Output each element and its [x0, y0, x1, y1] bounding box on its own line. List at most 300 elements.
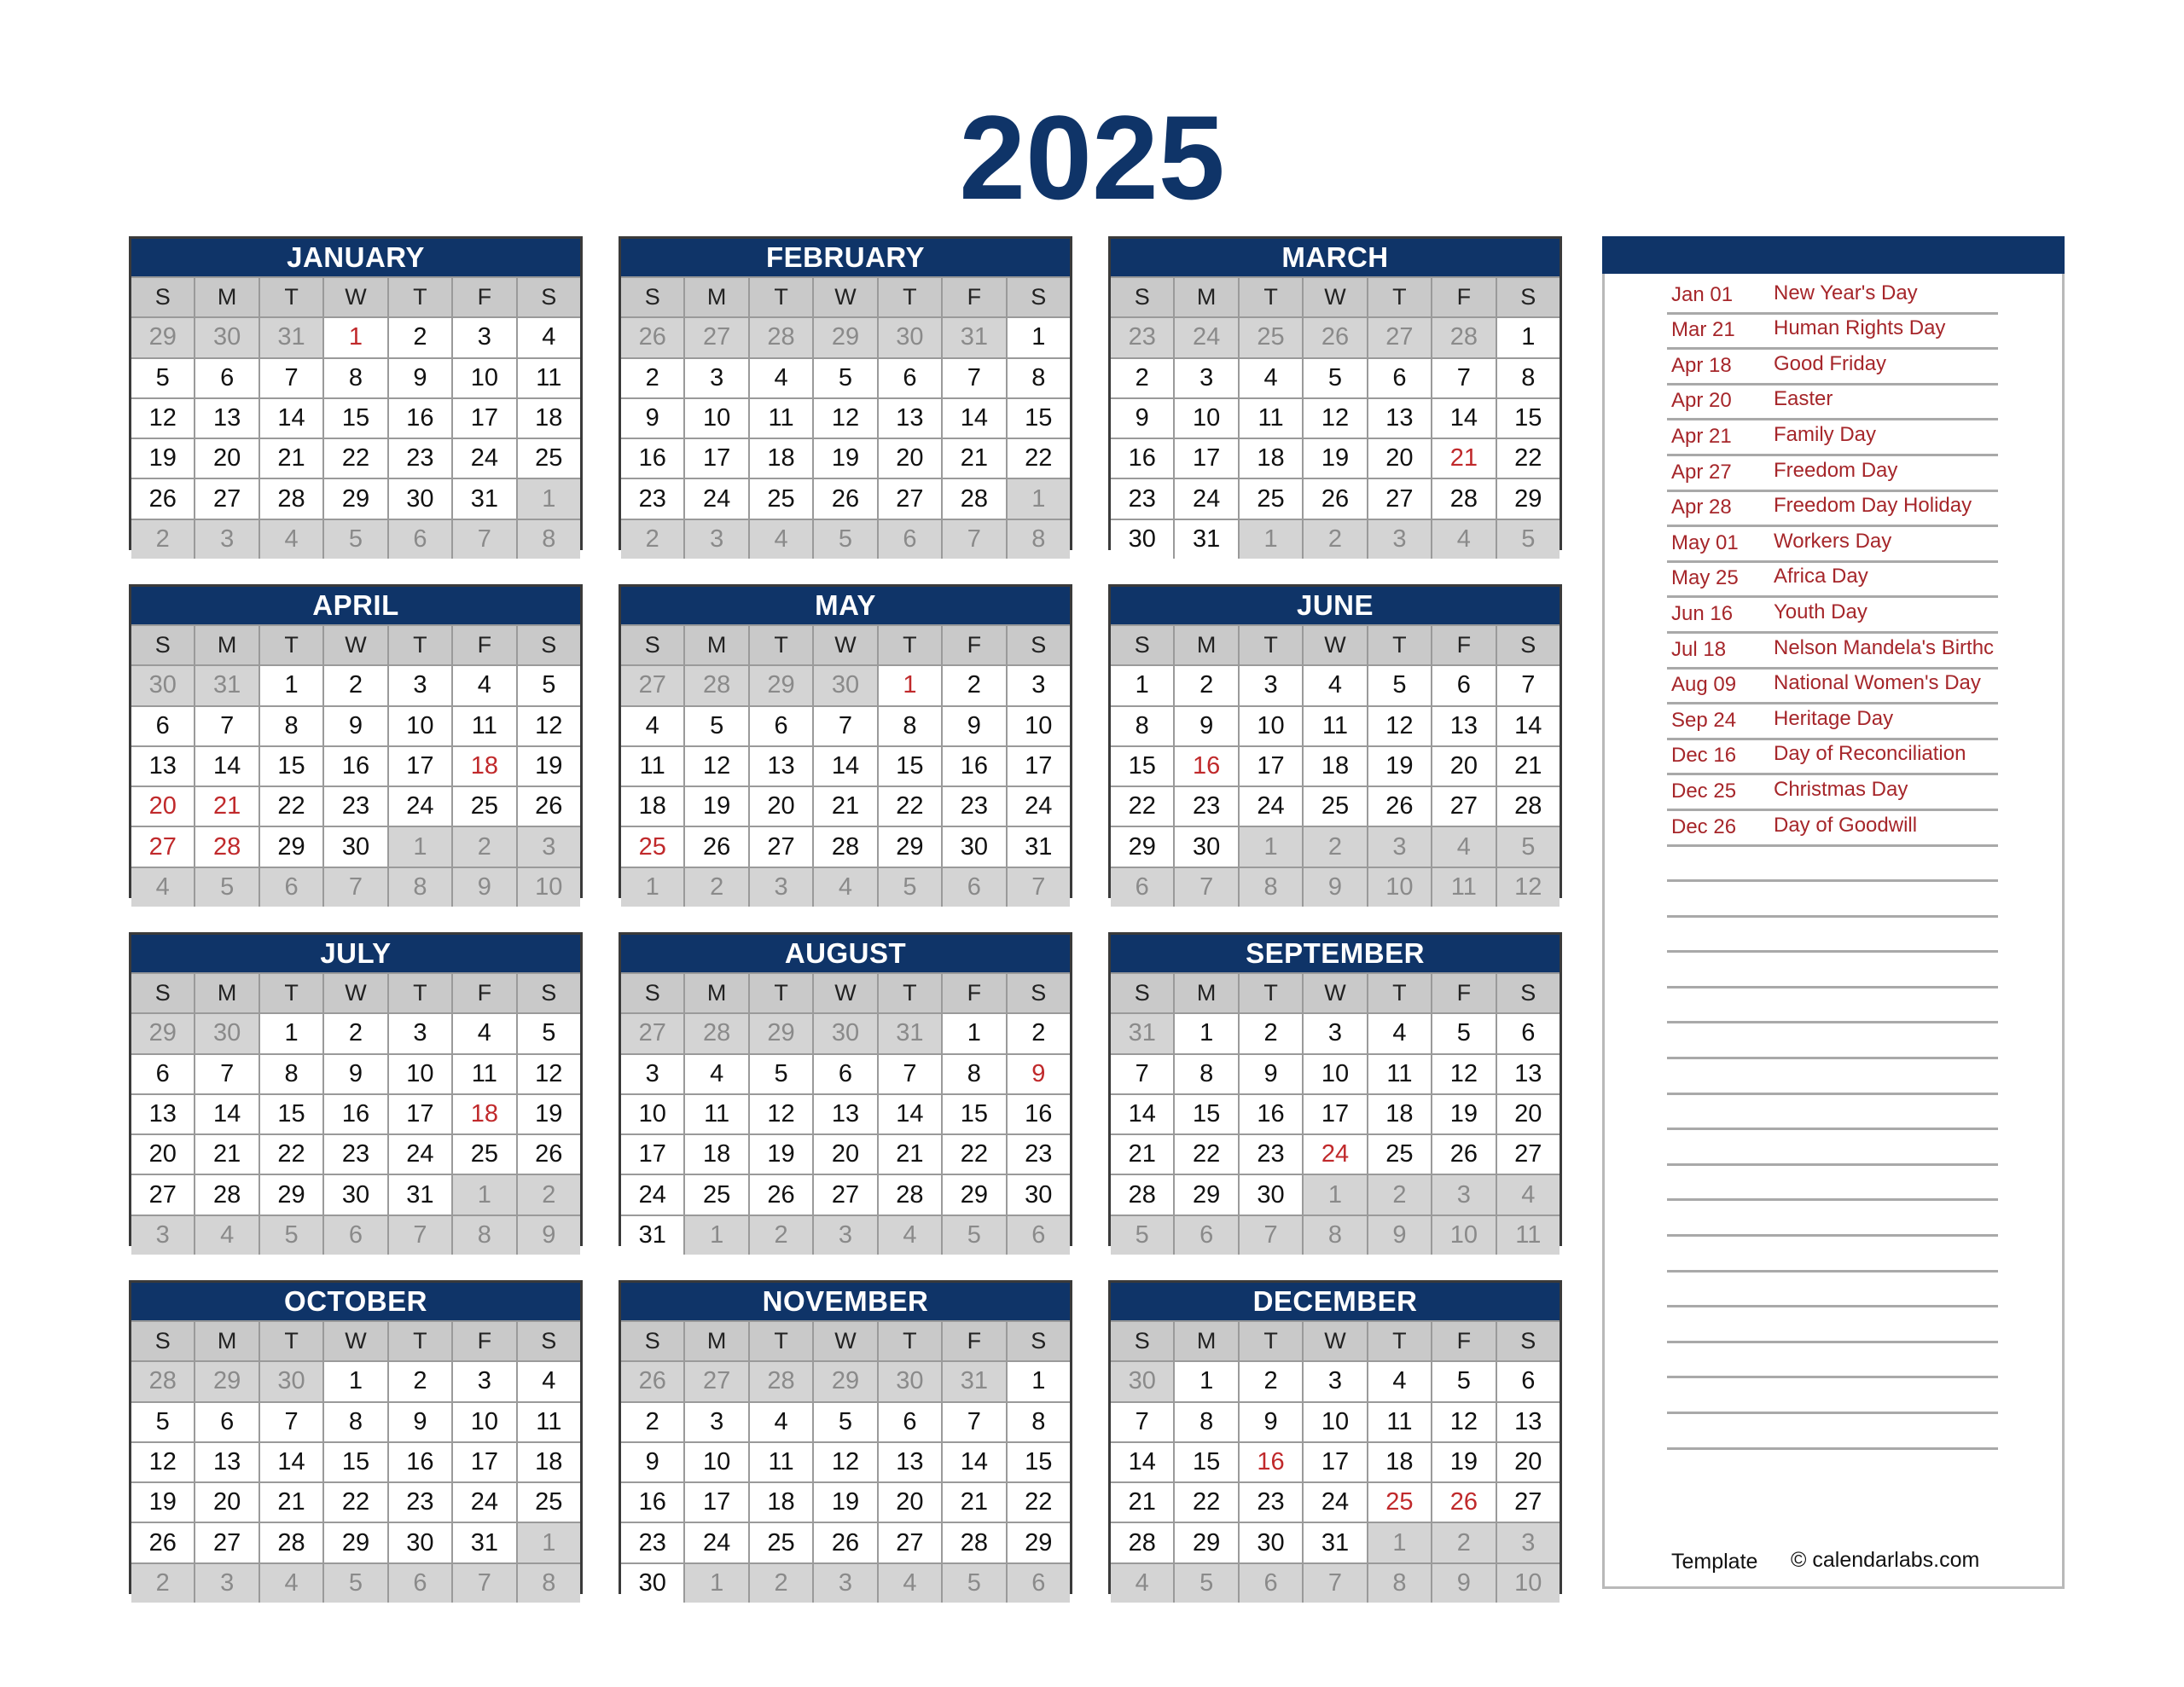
day-cell: 14	[260, 399, 322, 438]
day-cell: 2	[389, 318, 451, 357]
day-cell: 22	[1111, 787, 1173, 826]
month-july	[129, 932, 583, 1249]
adjacent-month-day: 28	[131, 1362, 194, 1400]
weekday-label: M	[1175, 626, 1237, 664]
adjacent-month-day: 6	[879, 520, 941, 559]
adjacent-month-day: 25	[1240, 318, 1302, 357]
adjacent-month-day: 9	[453, 868, 515, 907]
weekday-label: S	[621, 278, 683, 316]
adjacent-month-day: 5	[1497, 827, 1560, 866]
month-title: OCTOBER	[131, 1283, 580, 1320]
day-cell: 6	[131, 707, 194, 745]
day-cell: 19	[131, 1483, 194, 1522]
day-cell: 10	[1304, 1403, 1366, 1441]
day-cell: 16	[1240, 1095, 1302, 1133]
holiday-date: May 25	[1671, 566, 1739, 590]
day-cell: 26	[814, 1523, 876, 1562]
calendar-year-title: 2025	[959, 90, 1225, 224]
day-cell: 5	[814, 359, 876, 397]
day-cell: 29	[324, 1523, 386, 1562]
weekday-label: S	[1111, 626, 1173, 664]
day-cell: 17	[685, 439, 747, 478]
adjacent-month-day: 7	[389, 1216, 451, 1255]
weekday-label: W	[1304, 974, 1366, 1012]
adjacent-month-day: 3	[131, 1216, 194, 1255]
day-cell: 4	[1368, 1362, 1431, 1400]
day-cell: 19	[518, 747, 580, 786]
day-cell: 5	[1432, 1362, 1495, 1400]
day-cell: 29	[879, 827, 941, 866]
adjacent-month-day: 7	[1240, 1216, 1302, 1255]
day-cell: 19	[814, 1483, 876, 1522]
day-cell: 28	[879, 1175, 941, 1214]
weekday-label: M	[685, 278, 747, 316]
day-cell: 25	[1368, 1135, 1431, 1174]
weekday-label: M	[195, 1322, 258, 1360]
day-cell: 22	[879, 787, 941, 826]
day-cell: 13	[879, 1443, 941, 1481]
day-cell: 31	[1304, 1523, 1366, 1562]
day-cell: 28	[943, 479, 1005, 518]
weekday-label: F	[943, 1322, 1005, 1360]
weekday-label: W	[1304, 1322, 1366, 1360]
day-cell: 24	[453, 439, 515, 478]
adjacent-month-day: 30	[879, 1362, 941, 1400]
adjacent-month-day: 23	[1111, 318, 1173, 357]
weekday-label: S	[131, 278, 194, 316]
holiday-row	[1667, 1378, 1998, 1414]
day-cell: 23	[1240, 1135, 1302, 1174]
weekday-label: T	[750, 1322, 812, 1360]
day-cell: 30	[621, 1564, 683, 1603]
adjacent-month-day: 31	[943, 318, 1005, 357]
adjacent-month-day: 1	[685, 1564, 747, 1603]
day-cell: 21	[1111, 1135, 1173, 1174]
holiday-row	[1667, 882, 1998, 918]
adjacent-month-day: 5	[1497, 520, 1560, 559]
day-cell: 31	[389, 1175, 451, 1214]
day-cell: 10	[389, 1055, 451, 1093]
month-grid	[621, 624, 1070, 907]
holiday-name: Day of Reconciliation	[1774, 742, 1966, 766]
day-cell: 1	[260, 1014, 322, 1052]
day-cell: 24	[1240, 787, 1302, 826]
day-cell: 2	[324, 1014, 386, 1052]
day-cell: 11	[621, 747, 683, 786]
day-cell: 8	[1497, 359, 1560, 397]
weekday-label: W	[814, 1322, 876, 1360]
month-title: AUGUST	[621, 935, 1070, 972]
day-cell: 19	[750, 1135, 812, 1174]
weekday-label: W	[814, 278, 876, 316]
weekday-label: T	[260, 1322, 322, 1360]
day-cell: 21	[814, 787, 876, 826]
adjacent-month-day: 8	[389, 868, 451, 907]
day-cell: 18	[621, 787, 683, 826]
adjacent-month-day: 29	[750, 1014, 812, 1052]
day-cell: 29	[260, 1175, 322, 1214]
day-cell: 9	[621, 399, 683, 438]
weekday-label: M	[685, 626, 747, 664]
day-cell: 8	[324, 359, 386, 397]
day-cell: 9	[389, 1403, 451, 1441]
holiday-row	[1667, 386, 1998, 421]
day-cell: 20	[1368, 439, 1431, 478]
adjacent-month-day: 1	[389, 827, 451, 866]
day-cell: 12	[814, 399, 876, 438]
adjacent-month-day: 8	[1304, 1216, 1366, 1255]
day-cell: 29	[324, 479, 386, 518]
day-cell: 16	[324, 1095, 386, 1133]
adjacent-month-day: 5	[324, 520, 386, 559]
holiday-date: Sep 24	[1671, 708, 1737, 732]
day-cell: 20	[1432, 747, 1495, 786]
weekday-label: F	[1432, 278, 1495, 316]
adjacent-month-day: 4	[1432, 520, 1495, 559]
day-cell: 10	[1008, 707, 1070, 745]
day-cell: 9	[943, 707, 1005, 745]
day-cell: 18	[518, 399, 580, 438]
adjacent-month-day: 26	[1304, 318, 1366, 357]
month-grid	[131, 276, 580, 559]
weekday-label: M	[685, 974, 747, 1012]
day-cell: 27	[195, 479, 258, 518]
day-cell: 17	[1175, 439, 1237, 478]
holiday-name: Good Friday	[1774, 351, 1887, 375]
adjacent-month-day: 29	[814, 318, 876, 357]
day-cell: 2	[621, 1403, 683, 1441]
day-cell: 7	[814, 707, 876, 745]
holiday-row	[1667, 315, 1998, 351]
day-cell: 26	[1304, 479, 1366, 518]
weekday-label: M	[195, 626, 258, 664]
adjacent-month-day: 4	[260, 1564, 322, 1603]
day-cell: 27	[1432, 787, 1495, 826]
adjacent-month-day: 3	[685, 520, 747, 559]
day-cell: 19	[1368, 747, 1431, 786]
adjacent-month-day: 2	[518, 1175, 580, 1214]
day-cell: 31	[1008, 827, 1070, 866]
day-cell: 21	[943, 439, 1005, 478]
day-cell: 27	[131, 1175, 194, 1214]
month-march	[1108, 236, 1562, 553]
weekday-label: S	[1497, 974, 1560, 1012]
footer-copyright: © calendarlabs.com	[1791, 1548, 1980, 1572]
day-cell: 25	[750, 1523, 812, 1562]
day-cell: 10	[1175, 399, 1237, 438]
adjacent-month-day: 8	[518, 520, 580, 559]
day-cell: 12	[131, 1443, 194, 1481]
holiday-row	[1667, 279, 1998, 315]
day-cell: 8	[324, 1403, 386, 1441]
month-title: DECEMBER	[1111, 1283, 1560, 1320]
day-cell: 2	[1240, 1362, 1302, 1400]
day-cell: 18	[1368, 1443, 1431, 1481]
weekday-label: M	[195, 974, 258, 1012]
day-cell: 3	[389, 666, 451, 704]
day-cell: 28	[1432, 479, 1495, 518]
day-cell: 6	[879, 1403, 941, 1441]
adjacent-month-day: 6	[324, 1216, 386, 1255]
day-cell: 26	[1368, 787, 1431, 826]
day-cell: 27	[1497, 1483, 1560, 1522]
day-cell: 30	[1175, 827, 1237, 866]
day-cell: 1	[324, 1362, 386, 1400]
adjacent-month-day: 30	[1111, 1362, 1173, 1400]
weekday-label: W	[324, 974, 386, 1012]
day-cell: 12	[518, 1055, 580, 1093]
holiday-name: Africa Day	[1774, 565, 1868, 588]
day-cell: 30	[1240, 1175, 1302, 1214]
weekday-label: T	[879, 974, 941, 1012]
day-cell: 28	[814, 827, 876, 866]
month-august	[619, 932, 1072, 1249]
day-cell: 31	[453, 1523, 515, 1562]
day-cell: 12	[518, 707, 580, 745]
adjacent-month-day: 4	[1432, 827, 1495, 866]
weekday-label: S	[1008, 1322, 1070, 1360]
day-cell: 6	[879, 359, 941, 397]
day-cell: 11	[685, 1095, 747, 1133]
weekday-label: F	[1432, 1322, 1495, 1360]
day-cell: 2	[621, 359, 683, 397]
adjacent-month-day: 3	[814, 1216, 876, 1255]
month-grid	[131, 624, 580, 907]
holiday-name: New Year's Day	[1774, 281, 1918, 304]
adjacent-month-day: 6	[1175, 1216, 1237, 1255]
weekday-label: T	[260, 974, 322, 1012]
weekday-label: W	[1304, 626, 1366, 664]
adjacent-month-day: 6	[1008, 1564, 1070, 1603]
day-cell: 4	[1368, 1014, 1431, 1052]
holiday-row	[1667, 1095, 1998, 1131]
day-cell: 10	[389, 707, 451, 745]
day-cell: 24	[389, 787, 451, 826]
adjacent-month-day: 9	[1304, 868, 1366, 907]
adjacent-month-day: 8	[518, 1564, 580, 1603]
holiday-day-cell: 16	[1240, 1443, 1302, 1481]
day-cell: 27	[879, 1523, 941, 1562]
adjacent-month-day: 2	[131, 520, 194, 559]
adjacent-month-day: 2	[131, 1564, 194, 1603]
holiday-day-cell: 1	[879, 666, 941, 704]
month-grid	[1111, 1320, 1560, 1603]
adjacent-month-day: 30	[814, 1014, 876, 1052]
day-cell: 22	[324, 1483, 386, 1522]
day-cell: 15	[324, 399, 386, 438]
month-january	[129, 236, 583, 553]
day-cell: 17	[453, 1443, 515, 1481]
day-cell: 5	[131, 359, 194, 397]
day-cell: 15	[1008, 399, 1070, 438]
adjacent-month-day: 2	[750, 1564, 812, 1603]
month-december	[1108, 1280, 1562, 1597]
day-cell: 21	[260, 439, 322, 478]
holiday-row	[1667, 1130, 1998, 1166]
day-cell: 15	[1175, 1095, 1237, 1133]
day-cell: 23	[621, 1523, 683, 1562]
day-cell: 3	[685, 359, 747, 397]
day-cell: 30	[1240, 1523, 1302, 1562]
day-cell: 11	[750, 1443, 812, 1481]
adjacent-month-day: 5	[814, 520, 876, 559]
holiday-day-cell: 18	[453, 1095, 515, 1133]
month-september	[1108, 932, 1562, 1249]
weekday-label: S	[621, 1322, 683, 1360]
day-cell: 10	[1240, 707, 1302, 745]
day-cell: 25	[750, 479, 812, 518]
day-cell: 13	[750, 747, 812, 786]
day-cell: 22	[1497, 439, 1560, 478]
day-cell: 31	[1175, 520, 1237, 559]
day-cell: 14	[943, 399, 1005, 438]
weekday-label: M	[1175, 1322, 1237, 1360]
month-april	[129, 584, 583, 901]
holiday-name: Day of Goodwill	[1774, 813, 1918, 837]
weekday-label: F	[453, 1322, 515, 1360]
day-cell: 28	[1111, 1175, 1173, 1214]
weekday-label: S	[131, 626, 194, 664]
day-cell: 15	[260, 747, 322, 786]
weekday-label: T	[750, 974, 812, 1012]
adjacent-month-day: 1	[1368, 1523, 1431, 1562]
day-cell: 19	[131, 439, 194, 478]
holiday-name: Youth Day	[1774, 600, 1867, 623]
holiday-name: Family Day	[1774, 422, 1877, 446]
adjacent-month-day: 4	[1111, 1564, 1173, 1603]
adjacent-month-day: 5	[260, 1216, 322, 1255]
day-cell: 11	[453, 1055, 515, 1093]
adjacent-month-day: 9	[1432, 1564, 1495, 1603]
month-title: SEPTEMBER	[1111, 935, 1560, 972]
adjacent-month-day: 28	[750, 318, 812, 357]
month-grid	[131, 1320, 580, 1603]
weekday-label: S	[518, 278, 580, 316]
day-cell: 26	[518, 1135, 580, 1174]
holiday-date: Apr 20	[1671, 389, 1732, 413]
adjacent-month-day: 29	[131, 318, 194, 357]
adjacent-month-day: 8	[453, 1216, 515, 1255]
holiday-day-cell: 9	[1008, 1055, 1070, 1093]
day-cell: 4	[518, 318, 580, 357]
day-cell: 12	[685, 747, 747, 786]
day-cell: 28	[1497, 787, 1560, 826]
adjacent-month-day: 7	[453, 1564, 515, 1603]
adjacent-month-day: 1	[453, 1175, 515, 1214]
adjacent-month-day: 24	[1175, 318, 1237, 357]
adjacent-month-day: 5	[195, 868, 258, 907]
holiday-day-cell: 24	[1304, 1135, 1366, 1174]
adjacent-month-day: 5	[943, 1216, 1005, 1255]
day-cell: 22	[1008, 439, 1070, 478]
day-cell: 8	[1008, 359, 1070, 397]
day-cell: 24	[621, 1175, 683, 1214]
day-cell: 13	[1368, 399, 1431, 438]
adjacent-month-day: 1	[518, 1523, 580, 1562]
month-grid	[1111, 972, 1560, 1255]
day-cell: 4	[453, 666, 515, 704]
day-cell: 20	[195, 439, 258, 478]
day-cell: 11	[1240, 399, 1302, 438]
day-cell: 18	[1304, 747, 1366, 786]
adjacent-month-day: 3	[1368, 827, 1431, 866]
day-cell: 23	[389, 1483, 451, 1522]
holiday-day-cell: 25	[1368, 1483, 1431, 1522]
day-cell: 14	[879, 1095, 941, 1133]
day-cell: 13	[1432, 707, 1495, 745]
day-cell: 10	[453, 1403, 515, 1441]
day-cell: 12	[1368, 707, 1431, 745]
holiday-row	[1667, 527, 1998, 563]
day-cell: 4	[621, 707, 683, 745]
day-cell: 5	[1368, 666, 1431, 704]
day-cell: 29	[1111, 827, 1173, 866]
adjacent-month-day: 12	[1497, 868, 1560, 907]
day-cell: 25	[518, 439, 580, 478]
day-cell: 25	[685, 1175, 747, 1214]
adjacent-month-day: 1	[1304, 1175, 1366, 1214]
day-cell: 12	[1432, 1403, 1495, 1441]
day-cell: 6	[195, 359, 258, 397]
day-cell: 24	[1304, 1483, 1366, 1522]
adjacent-month-day: 27	[1368, 318, 1431, 357]
weekday-label: T	[389, 626, 451, 664]
day-cell: 12	[750, 1095, 812, 1133]
weekday-label: S	[1008, 626, 1070, 664]
adjacent-month-day: 4	[195, 1216, 258, 1255]
day-cell: 10	[685, 1443, 747, 1481]
day-cell: 2	[389, 1362, 451, 1400]
day-cell: 15	[1111, 747, 1173, 786]
weekday-label: T	[1240, 974, 1302, 1012]
weekday-label: W	[1304, 278, 1366, 316]
day-cell: 17	[389, 1095, 451, 1133]
holiday-date: Mar 21	[1671, 318, 1735, 342]
month-grid	[1111, 624, 1560, 907]
day-cell: 5	[1432, 1014, 1495, 1052]
weekday-label: S	[518, 1322, 580, 1360]
holiday-row	[1667, 1059, 1998, 1095]
adjacent-month-day: 30	[131, 666, 194, 704]
day-cell: 29	[1008, 1523, 1070, 1562]
day-cell: 27	[750, 827, 812, 866]
month-november	[619, 1280, 1072, 1597]
holiday-row	[1667, 420, 1998, 456]
adjacent-month-day: 5	[1111, 1216, 1173, 1255]
day-cell: 26	[131, 479, 194, 518]
weekday-label: S	[621, 974, 683, 1012]
month-grid	[621, 276, 1070, 559]
weekday-label: T	[1368, 278, 1431, 316]
adjacent-month-day: 9	[518, 1216, 580, 1255]
day-cell: 3	[453, 318, 515, 357]
day-cell: 22	[324, 439, 386, 478]
weekday-label: W	[814, 626, 876, 664]
holiday-row	[1667, 350, 1998, 386]
day-cell: 29	[943, 1175, 1005, 1214]
day-cell: 5	[750, 1055, 812, 1093]
day-cell: 24	[1008, 787, 1070, 826]
holiday-list	[1667, 279, 1998, 1450]
weekday-label: F	[453, 974, 515, 1012]
day-cell: 17	[389, 747, 451, 786]
day-cell: 6	[814, 1055, 876, 1093]
holiday-date: May 01	[1671, 530, 1739, 554]
adjacent-month-day: 29	[195, 1362, 258, 1400]
day-cell: 11	[1368, 1055, 1431, 1093]
day-cell: 29	[1175, 1175, 1237, 1214]
day-cell: 30	[324, 1175, 386, 1214]
